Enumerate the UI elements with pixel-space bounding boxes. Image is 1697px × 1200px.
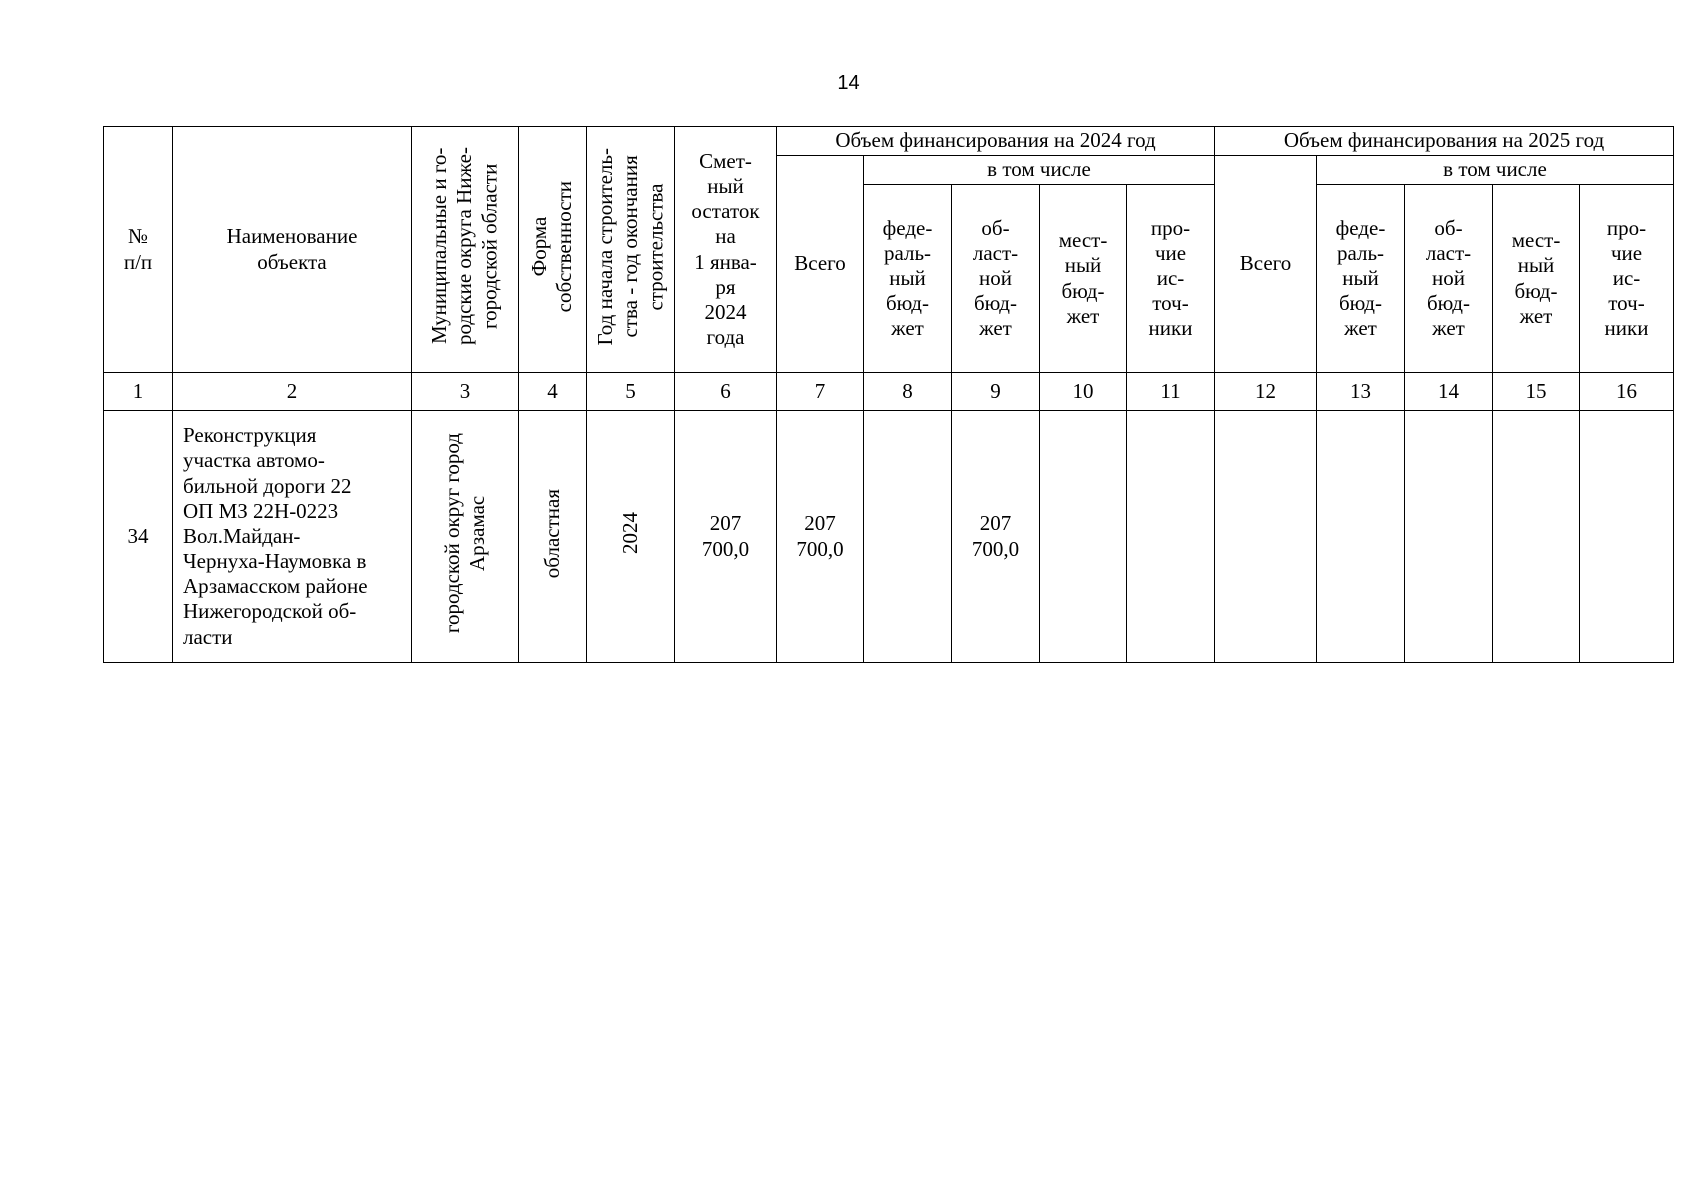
- column-number: 10: [1040, 373, 1127, 411]
- header-local-2024: мест- ный бюд- жет: [1040, 185, 1127, 373]
- header-fin2024: Объем финансирования на 2024 год: [777, 127, 1215, 156]
- row-regional-2025: [1405, 411, 1493, 663]
- column-number: 4: [519, 373, 587, 411]
- row-total-2024: 207 700,0: [777, 411, 864, 663]
- column-number: 7: [777, 373, 864, 411]
- header-including-2025: в том числе: [1317, 156, 1674, 185]
- row-ownership: [519, 411, 587, 663]
- row-municipal-text: городской округ город Арзамас: [439, 433, 489, 634]
- table-row: [104, 411, 1674, 663]
- header-federal-2025: феде- раль- ный бюд- жет: [1317, 185, 1405, 373]
- row-federal-2025: [1317, 411, 1405, 663]
- column-number: 13: [1317, 373, 1405, 411]
- row-municipal: [412, 411, 519, 663]
- header-municipal: [412, 127, 519, 373]
- page-number: 14: [837, 72, 860, 94]
- row-object-name: Реконструкция участка автомо- бильной дороги 22 ОП МЗ 22Н-0223 Вол.Майдан- Чернуха-Наумовка в Арзамасском районе Нижегородской об- ласти: [173, 411, 412, 663]
- header-fin2025: Объем финансирования на 2025 год: [1215, 127, 1674, 156]
- row-years-text: 2024: [617, 512, 642, 555]
- column-number: 1: [104, 373, 173, 411]
- column-number: 8: [864, 373, 952, 411]
- header-municipal-text: Муниципальные и го- родские округа Ниже- городской области: [427, 147, 502, 346]
- financing-table: [103, 126, 1674, 663]
- row-local-2025: [1493, 411, 1580, 663]
- header-num: № п/п: [104, 127, 173, 373]
- row-num: 34: [104, 411, 173, 663]
- column-number: 12: [1215, 373, 1317, 411]
- header-other-2024: про- чие ис- точ- ники: [1127, 185, 1215, 373]
- row-other-2024: [1127, 411, 1215, 663]
- header-including-2024: в том числе: [864, 156, 1215, 185]
- column-number: 15: [1493, 373, 1580, 411]
- header-local-2025: мест- ный бюд- жет: [1493, 185, 1580, 373]
- header-years: [587, 127, 675, 373]
- row-years: [587, 411, 675, 663]
- header-regional-2024: об- ласт- ной бюд- жет: [952, 185, 1040, 373]
- row-other-2025: [1580, 411, 1674, 663]
- header-other-2025: про- чие ис- точ- ники: [1580, 185, 1674, 373]
- row-balance: 207 700,0: [675, 411, 777, 663]
- header-total-2025: Всего: [1215, 156, 1317, 373]
- header-ownership-text: Форма собственности: [527, 180, 577, 313]
- column-number: 6: [675, 373, 777, 411]
- column-number: 14: [1405, 373, 1493, 411]
- column-number: 9: [952, 373, 1040, 411]
- column-number: 3: [412, 373, 519, 411]
- header-name: Наименование объекта: [173, 127, 412, 373]
- header-balance: Смет- ный остаток на 1 янва- ря 2024 года: [675, 127, 777, 373]
- column-number-row: [104, 373, 1674, 411]
- column-number: 16: [1580, 373, 1674, 411]
- row-total-2025: [1215, 411, 1317, 663]
- header-regional-2025: об- ласт- ной бюд- жет: [1405, 185, 1493, 373]
- row-ownership-text: областная: [539, 488, 564, 578]
- row-regional-2024: 207 700,0: [952, 411, 1040, 663]
- header-row-1: [104, 127, 1674, 156]
- column-number: 2: [173, 373, 412, 411]
- header-ownership: [519, 127, 587, 373]
- row-federal-2024: [864, 411, 952, 663]
- header-years-text: Год начала строитель- ства - год окончания строительства: [592, 147, 668, 346]
- row-local-2024: [1040, 411, 1127, 663]
- header-total-2024: Всего: [777, 156, 864, 373]
- column-number: 11: [1127, 373, 1215, 411]
- column-number: 5: [587, 373, 675, 411]
- header-federal-2024: феде- раль- ный бюд- жет: [864, 185, 952, 373]
